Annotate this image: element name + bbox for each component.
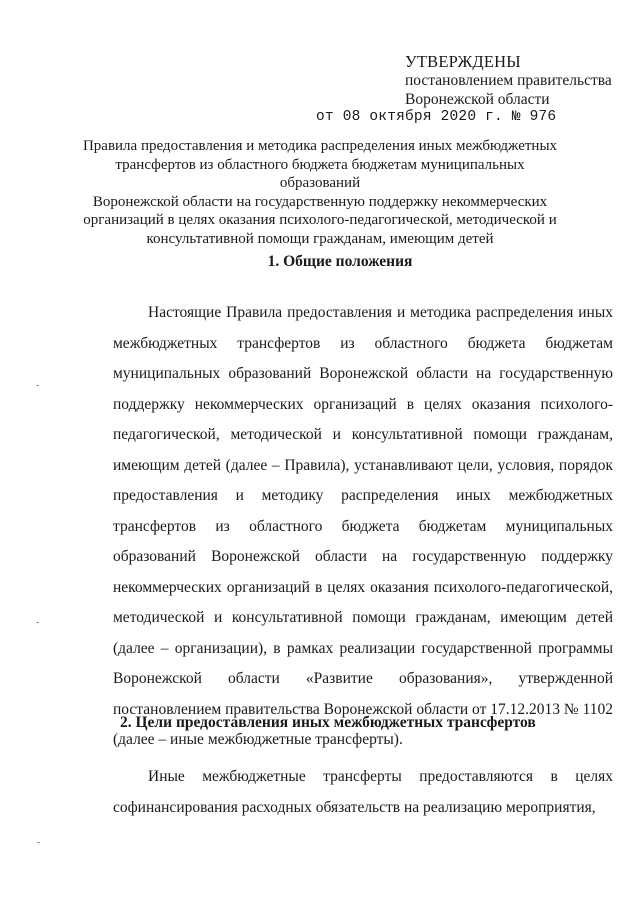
approval-stamp xyxy=(405,52,635,109)
section-1-heading: 1. Общие положения xyxy=(267,253,413,270)
section-1-paragraph: Настоящие Правила предоставления и методика распределения иных межбюджетных трансфертов из областного бюджета бюджетам муниципальных образований Воронежской области на государственную поддержку некоммерческих организаций в целях оказания психолого-педагогической, методической и консультативной помощи гражданам, имеющим детей (далее – Правила), устанавливают цели, условия, порядок предоставления и методику распределения иных межбюджетных трансфертов из областного бюджета бюджетам муниципальных образований Воронежской области на государственную поддержку некоммерческих организаций в целях оказания психолого-педагогической, методической и консультативной помощи гражданам, имеющим детей (далее – организации), в рамках реализации государственной программы Воронежской области «Развитие образования», утвержденной постановлением правительства Воронежской области от 17.12.2013 № 1102 (далее – иные межбюджетные трансферты). xyxy=(113,304,613,748)
scan-speck xyxy=(37,842,40,843)
title-line: Воронежской области на государственную поддержку некоммерческих xyxy=(92,193,548,210)
document-title xyxy=(80,137,560,249)
title-line: трансфертов из областного бюджета бюджетам муниципальных образований xyxy=(115,156,525,192)
scan-speck xyxy=(36,622,39,623)
approval-date-number: от 08 октября 2020 г. № 976 xyxy=(316,109,557,125)
approval-authority: постановлением правительства xyxy=(405,72,612,89)
approval-region: Воронежской области xyxy=(405,91,550,108)
scan-speck xyxy=(36,385,39,386)
section-2-heading: 2. Цели предоставления иных межбюджетных трансфертов xyxy=(120,714,536,731)
approval-title: УТВЕРЖДЕНЫ xyxy=(405,52,521,71)
title-line: консультативной помощи гражданам, имеющим детей xyxy=(146,230,494,247)
section-2-paragraph: Иные межбюджетные трансферты предоставляются в целях софинансирования расходных обязательств на реализацию мероприятия, xyxy=(113,768,613,816)
title-line: Правила предоставления и методика распределения иных межбюджетных xyxy=(82,138,558,154)
title-line: организаций в целях оказания психолого-педагогической, методической и xyxy=(83,212,557,229)
